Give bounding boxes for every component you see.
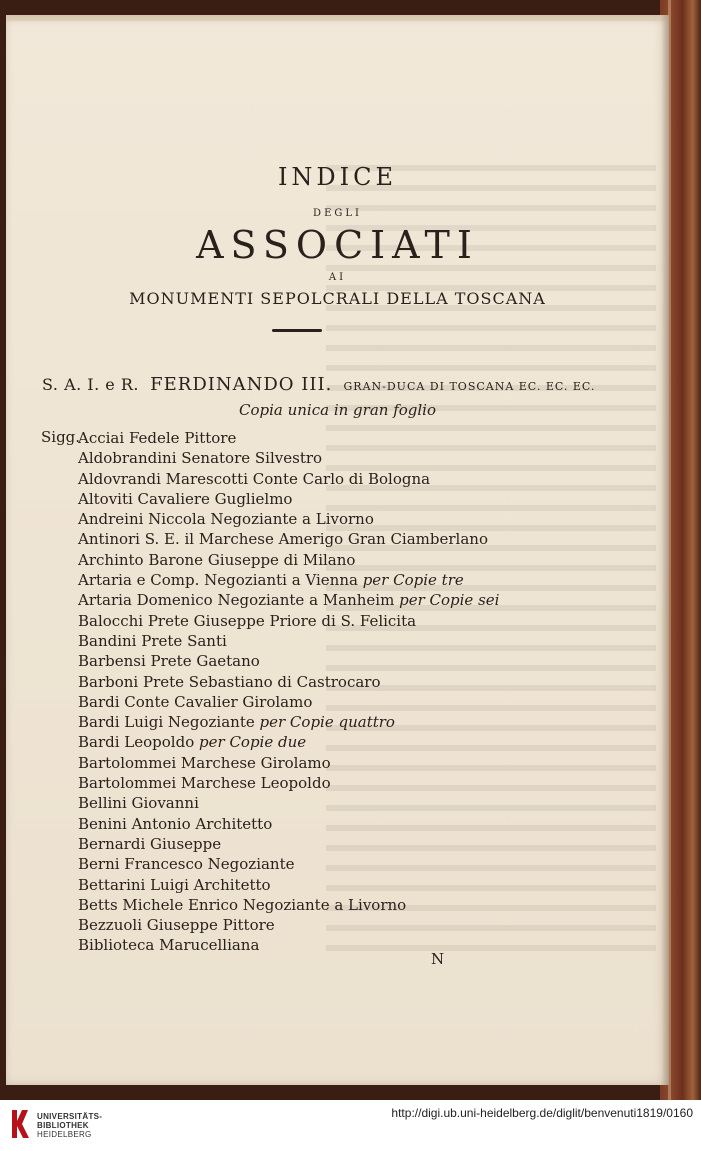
subscriber-entry (78, 814, 499, 834)
subscriber-name: Bardi Luigi Negoziante (78, 713, 255, 732)
subscriber-name: Betts Michele Enrico Negoziante a Livorno (78, 895, 407, 914)
subscriber-entry (78, 611, 499, 631)
royal-copy-note: Copia unica in gran foglio (238, 401, 437, 419)
title-indice: INDICE (277, 163, 398, 191)
subscriber-entry (78, 631, 499, 651)
library-name-line1: UNIVERSITÄTS- (37, 1112, 103, 1121)
subscriber-name: Archinto Barone Giuseppe di Milano (78, 550, 356, 569)
subscriber-entry (78, 793, 499, 813)
subscriber-copies-note: per Copie tre (362, 571, 464, 590)
subscriber-entry (78, 469, 499, 489)
subscriber-entry (78, 875, 499, 895)
title-rule (272, 329, 322, 332)
library-name (37, 1112, 102, 1139)
royal-subscriber-line (42, 374, 595, 395)
subscriber-name: Balocchi Prete Giuseppe Priore di S. Felicita (78, 611, 417, 630)
subscriber-entry (78, 672, 499, 692)
subscriber-name: Bartolommei Marchese Girolamo (78, 753, 331, 772)
subscriber-name: Bartolommei Marchese Leopoldo (78, 774, 331, 793)
subscriber-name: Aldovrandi Marescotti Conte Carlo di Bologna (78, 469, 431, 488)
subscriber-entry (78, 529, 499, 549)
title-ai: AI (328, 272, 347, 283)
subscriber-entry (78, 448, 499, 468)
subscriber-name: Acciai Fedele Pittore (78, 429, 237, 447)
subscriber-name: Bardi Conte Cavalier Girolamo (78, 692, 313, 711)
subscriber-name: Bettarini Luigi Architetto (78, 875, 271, 894)
subscriber-entry (78, 570, 499, 590)
page-url[interactable]: http://digi.ub.uni-heidelberg.de/diglit/benvenuti1819/0160 (391, 1106, 693, 1120)
subscriber-name: Antinori S. E. il Marchese Amerigo Gran Ciamberlano (78, 530, 488, 549)
subscriber-name: Artaria Domenico Negoziante a Manheim (78, 591, 395, 610)
subscriber-name: Bernardi Giuseppe (78, 834, 222, 853)
royal-name: FERDINANDO III. (150, 374, 333, 395)
royal-prefix: S. A. I. e R. (42, 375, 139, 394)
subscriber-name: Andreini Niccola Negoziante a Livorno (78, 510, 374, 529)
subscriber-entry (78, 550, 499, 570)
subscriber-name: Altoviti Cavaliere Guglielmo (78, 489, 293, 508)
page-top-edge (6, 15, 669, 21)
royal-title: GRAN-DUCA DI TOSCANA EC. EC. EC. (343, 380, 596, 393)
library-name-line2: BIBLIOTHEK (37, 1121, 89, 1130)
subscriber-copies-note: per Copie sei (399, 591, 500, 610)
subscriber-entry (78, 732, 499, 752)
subscriber-name: Barbensi Prete Gaetano (78, 652, 260, 671)
page-sheet (6, 15, 669, 1085)
subscriber-entry (78, 651, 499, 671)
subscriber-entry (78, 489, 499, 509)
subscriber-name: Bellini Giovanni (78, 794, 199, 813)
subscriber-list (78, 428, 499, 956)
subscriber-entry (78, 834, 499, 854)
subscriber-entry (78, 428, 499, 448)
title-monumenti: MONUMENTI SEPOLCRALI DELLA TOSCANA (129, 289, 546, 308)
subscriber-entry (78, 854, 499, 874)
title-associati: ASSOCIATI (196, 223, 479, 267)
subscriber-name: Artaria e Comp. Negozianti a Vienna (78, 571, 358, 590)
title-degli: DEGLI (313, 208, 362, 219)
subscriber-name: Bandini Prete Santi (78, 631, 227, 650)
subscriber-entry (78, 753, 499, 773)
sigg-label: Sigg. (41, 428, 81, 446)
subscriber-name: Bardi Leopoldo (78, 733, 195, 752)
subscriber-name: Benini Antonio Architetto (78, 814, 273, 833)
university-library-logo-icon (9, 1108, 31, 1140)
subscriber-entry (78, 895, 499, 915)
library-name-line3: HEIDELBERG (37, 1130, 92, 1139)
subscriber-name: Aldobrandini Senatore Silvestro (78, 449, 323, 468)
subscriber-name: Biblioteca Marucelliana (78, 936, 260, 955)
subscriber-entry (78, 773, 499, 793)
signature-mark: N (431, 950, 445, 968)
subscriber-copies-note: per Copie due (199, 733, 307, 752)
subscriber-entry (78, 915, 499, 935)
subscriber-copies-note: per Copie quattro (259, 713, 395, 732)
subscriber-entry (78, 509, 499, 529)
subscriber-entry (78, 590, 499, 610)
subscriber-name: Berni Francesco Negoziante (78, 855, 295, 874)
viewer-footer (0, 1100, 701, 1151)
subscriber-name: Bezzuoli Giuseppe Pittore (78, 916, 275, 935)
subscriber-entry (78, 692, 499, 712)
subscriber-name: Barboni Prete Sebastiano di Castrocaro (78, 672, 381, 691)
subscriber-entry (78, 712, 499, 732)
